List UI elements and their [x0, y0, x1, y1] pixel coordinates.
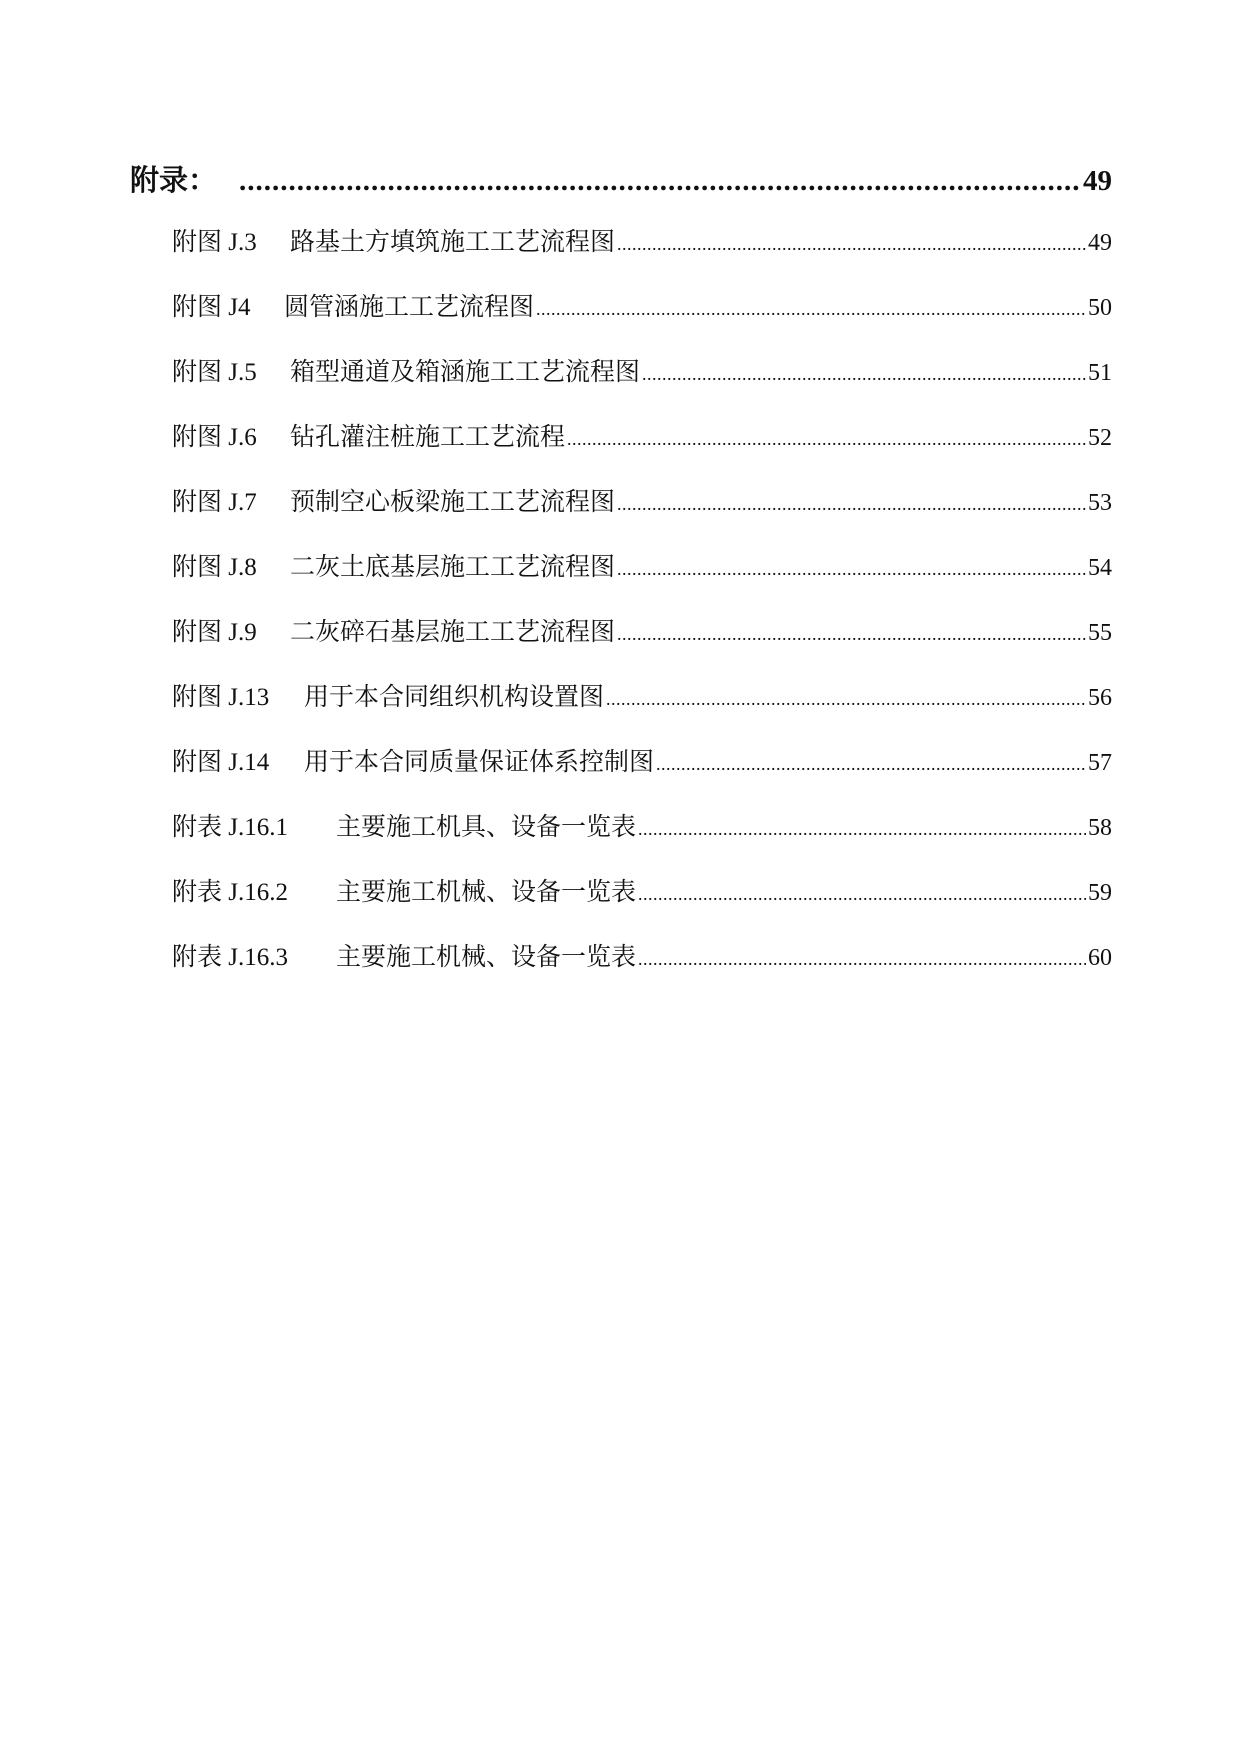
toc-entry-title: 主要施工机械、设备一览表	[336, 879, 637, 906]
toc-entry-code: 附图 J.3	[172, 229, 257, 256]
toc-entry-label	[172, 677, 604, 713]
toc-entry-title: 预制空心板梁施工工艺流程图	[290, 489, 616, 516]
toc-entry-label	[172, 547, 615, 583]
toc-entry[interactable]	[172, 677, 1112, 742]
toc-entry-page: 50	[1088, 295, 1112, 321]
toc-entry-title: 用于本合同质量保证体系控制图	[304, 749, 655, 776]
toc-entry-title: 箱型通道及箱涵施工工艺流程图	[290, 359, 641, 386]
toc-entry-leader	[654, 754, 1086, 775]
toc-entry-code: 附图 J.9	[172, 619, 257, 646]
table-of-contents	[130, 158, 1112, 1002]
toc-entry-title: 钻孔灌注桩施工工艺流程	[290, 424, 566, 451]
toc-entry-leader	[636, 884, 1086, 905]
toc-heading[interactable]	[130, 158, 1112, 208]
toc-entry-code: 附图 J.8	[172, 554, 257, 581]
toc-entry-leader	[615, 559, 1086, 580]
toc-entry-page: 58	[1088, 815, 1112, 841]
toc-entry-leader	[565, 429, 1086, 450]
toc-entry[interactable]	[172, 287, 1112, 352]
toc-entry-label	[172, 807, 636, 843]
toc-entry-code: 附图 J.6	[172, 424, 257, 451]
toc-entry-code: 附表 J.16.1	[172, 814, 288, 841]
toc-entry-code: 附图 J.14	[172, 749, 270, 776]
toc-entry-page: 56	[1088, 685, 1112, 711]
toc-entry-label	[172, 937, 636, 973]
toc-entry-title: 圆管涵施工工艺流程图	[284, 294, 535, 321]
toc-heading-title: 附录：	[130, 165, 218, 197]
toc-entry-title: 二灰碎石基层施工工艺流程图	[290, 619, 616, 646]
toc-entry[interactable]	[172, 937, 1112, 1002]
toc-entry-leader	[615, 494, 1086, 515]
toc-entry-list	[130, 222, 1112, 1002]
toc-entry-label	[172, 482, 615, 518]
toc-entry-page: 53	[1088, 490, 1112, 516]
toc-entry-title: 主要施工机械、设备一览表	[336, 944, 637, 971]
toc-entry-leader	[636, 819, 1086, 840]
toc-entry-page: 52	[1088, 425, 1112, 451]
toc-entry-leader	[604, 689, 1086, 710]
toc-entry[interactable]	[172, 872, 1112, 937]
toc-entry-page: 49	[1088, 230, 1112, 256]
toc-entry-label	[172, 222, 615, 258]
toc-entry-label	[172, 417, 565, 453]
toc-entry-code: 附表 J.16.2	[172, 879, 288, 906]
toc-entry-label	[172, 287, 534, 323]
toc-entry-page: 51	[1088, 360, 1112, 386]
toc-entry-code: 附图 J.7	[172, 489, 257, 516]
toc-entry-page: 55	[1088, 620, 1112, 646]
toc-entry-title: 路基土方填筑施工工艺流程图	[290, 229, 616, 256]
toc-entry-code: 附图 J.13	[172, 684, 270, 711]
toc-entry-leader	[636, 949, 1086, 970]
toc-entry-page: 54	[1088, 555, 1112, 581]
toc-entry[interactable]	[172, 612, 1112, 677]
toc-entry[interactable]	[172, 482, 1112, 547]
toc-entry-label	[172, 742, 654, 778]
toc-entry-page: 59	[1088, 880, 1112, 906]
toc-entry-leader	[534, 299, 1086, 320]
toc-heading-page: 49	[1083, 165, 1112, 197]
toc-heading-leader	[239, 165, 1081, 198]
toc-entry-code: 附图 J.5	[172, 359, 257, 386]
toc-entry[interactable]	[172, 352, 1112, 417]
toc-entry-leader	[615, 624, 1086, 645]
toc-entry-label	[172, 612, 615, 648]
toc-entry[interactable]	[172, 222, 1112, 287]
toc-entry-title: 用于本合同组织机构设置图	[304, 684, 605, 711]
toc-entry-leader	[640, 364, 1086, 385]
toc-entry[interactable]	[172, 417, 1112, 482]
toc-entry-leader	[615, 234, 1086, 255]
toc-entry-code: 附表 J.16.3	[172, 944, 288, 971]
toc-entry-title: 二灰土底基层施工工艺流程图	[290, 554, 616, 581]
toc-entry[interactable]	[172, 742, 1112, 807]
toc-entry-code: 附图 J4	[172, 294, 251, 321]
toc-entry-label	[172, 352, 640, 388]
toc-entry[interactable]	[172, 807, 1112, 872]
toc-entry-page: 57	[1088, 750, 1112, 776]
toc-entry-title: 主要施工机具、设备一览表	[336, 814, 637, 841]
toc-entry[interactable]	[172, 547, 1112, 612]
toc-entry-page: 60	[1088, 945, 1112, 971]
toc-entry-label	[172, 872, 636, 908]
